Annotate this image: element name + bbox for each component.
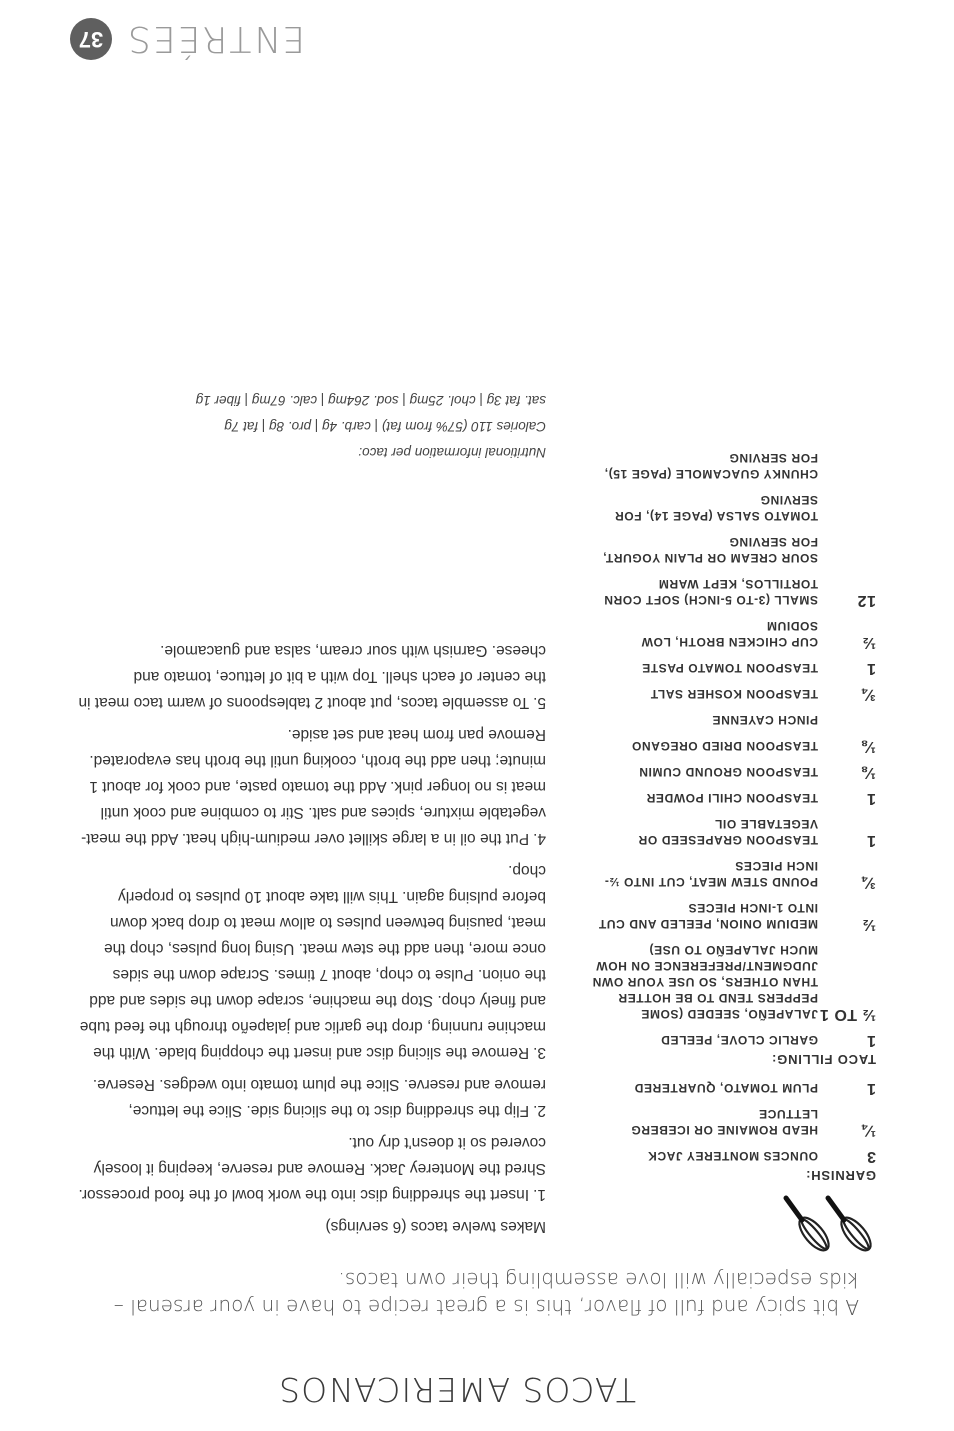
ingredient-list: [586, 440, 876, 1186]
ingredient-quantity: ½: [862, 634, 876, 651]
ingredient-quantity: ½ TO 1: [819, 1006, 876, 1023]
ingredient-item: [586, 576, 876, 608]
ingredient-quantity: 1: [866, 1032, 876, 1049]
ingredient-description: GARLIC CLOVE, PEELED: [660, 1033, 818, 1047]
ingredient-item: [586, 816, 876, 848]
ingredient-quantity: [818, 450, 876, 482]
ingredient-description: CHUNKY GUACAMOLE (PAGE 15), FOR SERVING: [604, 451, 818, 481]
ingredient-item: [586, 686, 876, 702]
step-number: 3.: [533, 1044, 546, 1061]
ingredient-item: [586, 1032, 876, 1048]
ingredient-item: [586, 738, 876, 754]
recipe-intro: A bit spicy and full of flavor, this is a great recipe to have in your arsenal – kids especially will love assembling their own tacos.: [113, 1268, 859, 1319]
ingredient-item: [586, 712, 876, 728]
ingredient-quantity: ⅛: [862, 764, 876, 781]
nutrition-line-2: sat. fat 3g | chol. 25mg | sod. 264mg | calc. 67mg | fiber 1g: [195, 393, 546, 408]
ingredient-item: [586, 492, 876, 524]
ingredient-item: [586, 660, 876, 676]
ingredient-description: OUNCES MONTEREY JACK: [647, 1149, 818, 1163]
ingredient-item: [586, 900, 876, 932]
ingredient-description: HEAD ROMAINE OR ICEBERG LETTUCE: [630, 1107, 818, 1137]
step-number: 1.: [533, 1186, 546, 1203]
ingredient-item: [586, 534, 876, 566]
ingredient-quantity: [818, 712, 876, 728]
servings-line: Makes twelve tacos (6 servings): [325, 1218, 546, 1235]
page-number-badge: 37: [70, 18, 112, 60]
page-header: [70, 17, 305, 61]
method-step: [76, 1071, 546, 1123]
ingredient-item: [586, 1148, 876, 1164]
recipe-title: TACOS AMERICANOS: [278, 1370, 636, 1409]
method-step: [76, 857, 546, 1065]
method-steps: [76, 631, 546, 1207]
ingredient-item: [586, 1080, 876, 1096]
ingredient-quantity: ¼: [862, 1122, 876, 1139]
ingredient-quantity: 1: [866, 660, 876, 677]
ingredient-item: [586, 618, 876, 650]
ingredient-quantity: 3: [866, 1148, 876, 1165]
ingredient-quantity: ¾: [862, 686, 876, 703]
ingredient-item: [586, 450, 876, 482]
method-step: [76, 1129, 546, 1207]
method-step: [76, 637, 546, 715]
ingredient-quantity: ½: [862, 916, 876, 933]
nutrition-line-1: Calories 110 (57% from fat) | carb. 4g | pro. 8g | fat 7g: [224, 419, 546, 434]
section-label: ENTRÉES: [126, 18, 306, 60]
ingredient-description: TEASPOON CHILI POWDER: [646, 791, 818, 805]
ingredient-description: CUP CHICKEN BROTH, LOW SODIUM: [641, 619, 818, 649]
ingredient-item: [586, 790, 876, 806]
ingredient-quantity: [818, 534, 876, 566]
ingredient-description: MEDIUM ONION, PEELED AND CUT INTO 1-INCH PIECES: [598, 901, 818, 931]
step-number: 5.: [533, 694, 546, 711]
nutrition-label: Nutritional information per taco:: [358, 445, 546, 460]
ingredient-quantity: 12: [857, 592, 876, 609]
ingredient-description: TEASPOON GRAPESEED OR VEGETABLE OIL: [638, 817, 818, 847]
whisk-icon: [768, 1191, 878, 1256]
ingredient-heading: TACO FILLING:: [771, 1052, 876, 1067]
step-number: 2.: [533, 1102, 546, 1119]
step-text: Insert the shredding disc into the work bowl of the food processor. Shred the Monterey Jack. Remove and reserve, keeping it loosely covered so it doesn't dry out.: [78, 1134, 546, 1203]
step-number: 4.: [533, 830, 546, 847]
ingredient-description: TEASPOON DRIED OREGANO: [631, 739, 818, 753]
ingredient-description: TOMATO SALSA (PAGE 14), FOR SERVING: [614, 493, 818, 523]
ingredient-description: SOUR CREAM OR PLAIN YOGURT, FOR SERVING: [602, 535, 818, 565]
ingredient-description: TEASPOON TOMATO PASTE: [641, 661, 818, 675]
step-text: To assemble tacos, put about 2 tablespoons of warm taco meat in the center of each shell. Top with a bit of lettuce, tomato and cheese. Garnish with sour cream, salsa and guacamole.: [78, 642, 546, 711]
ingredient-quantity: 1: [866, 1080, 876, 1097]
ingredient-item: [586, 942, 876, 1022]
step-text: Put the oil in a large skillet over medium-high heat. Add the meat-vegetable mixture, spices and salt. Stir to combine and cook until meat is no longer pink. Add the tomato paste, and cook for about 1 minute; then add the broth, cooking until the broth has evaporated. Remove pan from heat and set aside.: [81, 726, 546, 847]
ingredient-quantity: ¾: [862, 874, 876, 891]
ingredient-quantity: 1: [866, 832, 876, 849]
nutrition-info: [76, 387, 546, 465]
step-text: Flip the shredding disc to the slicing side. Slice the lettuce, remove and reserve. Slice the plum tomato into wedges. Reserve.: [92, 1076, 546, 1119]
ingredient-item: [586, 858, 876, 890]
ingredient-heading: GARNISH:: [805, 1168, 876, 1183]
ingredient-item: [586, 764, 876, 780]
ingredient-quantity: ⅛: [862, 738, 876, 755]
ingredient-description: TEASPOON GROUND CUMIN: [638, 765, 818, 779]
ingredient-quantity: 1: [866, 790, 876, 807]
method-step: [76, 721, 546, 851]
ingredient-description: PLUM TOMATO, QUARTERED: [634, 1081, 818, 1095]
ingredient-item: [586, 1106, 876, 1138]
ingredient-description: SMALL (3-TO 5-INCH) SOFT CORN TORTILLOS, KEPT WARM: [603, 577, 818, 607]
ingredient-description: JALAPEÑO, SEEDED (SOME PEPPERS TEND TO BE HOTTER THAN OTHERS, SO USE YOUR OWN JUDGMENT/PREFERENCE ON HOW MUCH JALAPEÑO TO USE): [592, 943, 818, 1021]
ingredient-quantity: [818, 492, 876, 524]
ingredient-description: TEASPOON KOSHER SALT: [650, 687, 818, 701]
ingredient-description: POUND STEW MEAT, CUT INTO ½-INCH PIECES: [604, 859, 818, 889]
step-text: Remove the slicing disc and insert the chopping blade. With the machine running, drop the garlic and jalapeño through the feed tube and finely chop. Stop the machine, scrape down the sides and add the onion. Pulse to chop, about 7 times. Scrape down the sides once more, then add the stew meat. Using long pulses, chop the meat, pausing between pulses to allow meat to drop back down before pulsing again. This will take about 10 pulses to properly chop.: [79, 862, 546, 1061]
ingredient-description: PINCH CAYENNE: [711, 713, 818, 727]
